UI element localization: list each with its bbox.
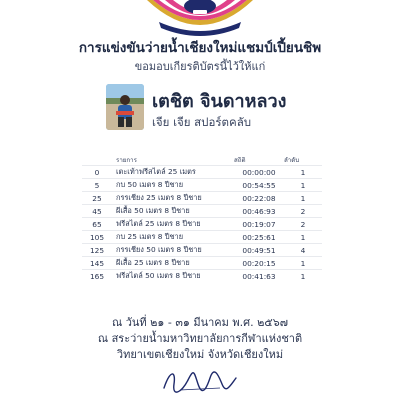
row-event: กรรเชียง 25 เมตร 8 ปีชาย xyxy=(112,192,234,205)
row-rank: 4 xyxy=(284,244,322,257)
row-time: 00:46:93 xyxy=(234,205,284,218)
date-line: ณ วันที่ ๒๑ - ๓๑ มีนาคม พ.ศ. ๒๕๖๗ xyxy=(112,316,288,329)
row-event: ฟรีสไตล์ 25 เมตร 8 ปีชาย xyxy=(112,218,234,231)
row-points: 0 xyxy=(82,166,112,179)
table-header-row xyxy=(82,154,322,166)
results-table xyxy=(82,154,322,282)
table-row xyxy=(82,257,322,270)
row-rank: 1 xyxy=(284,270,322,283)
campus-line: วิทยาเขตเชียงใหม่ จังหวัดเชียงใหม่ xyxy=(116,348,284,361)
header-points xyxy=(82,154,112,166)
row-event: ผีเสื้อ 50 เมตร 8 ปีชาย xyxy=(112,205,234,218)
row-rank: 1 xyxy=(284,192,322,205)
recipient-club: เจีย เจีย สปอร์ตคลับ xyxy=(152,115,252,129)
row-event: กบ 25 เมตร 8 ปีชาย xyxy=(112,231,234,244)
row-time: 00:00:00 xyxy=(234,166,284,179)
table-row xyxy=(82,166,322,179)
signature-underline xyxy=(155,396,245,400)
row-points: 25 xyxy=(82,192,112,205)
row-points: 65 xyxy=(82,218,112,231)
row-points: 125 xyxy=(82,244,112,257)
table-row xyxy=(82,218,322,231)
row-points: 45 xyxy=(82,205,112,218)
row-event: ผีเสื้อ 25 เมตร 8 ปีชาย xyxy=(112,257,234,270)
row-event: เตะเท้าฟรีสไตล์ 25 เมตร xyxy=(112,166,234,179)
row-rank: 2 xyxy=(284,205,322,218)
certificate-title: การแข่งขันว่ายน้ำเชียงใหม่แชมป์เปี้ยนชิพ xyxy=(78,40,322,56)
table-row xyxy=(82,205,322,218)
header-event: รายการ xyxy=(116,156,137,164)
table-row xyxy=(82,179,322,192)
row-time: 00:54:55 xyxy=(234,179,284,192)
row-rank: 2 xyxy=(284,218,322,231)
association-logo xyxy=(143,0,257,36)
row-points: 5 xyxy=(82,179,112,192)
row-time: 00:41:63 xyxy=(234,270,284,283)
row-points: 165 xyxy=(82,270,112,283)
recipient-name: เตชิต จินดาหลวง xyxy=(152,91,287,112)
header-time: สถิติ xyxy=(234,156,246,164)
table-row xyxy=(82,192,322,205)
row-rank: 1 xyxy=(284,257,322,270)
row-rank: 1 xyxy=(284,166,322,179)
certificate-subtitle: ขอมอบเกียรติบัตรนี้ไว้ให้แก่ xyxy=(134,60,266,73)
row-time: 00:19:07 xyxy=(234,218,284,231)
row-time: 00:22:08 xyxy=(234,192,284,205)
recipient-photo xyxy=(106,84,144,130)
row-points: 105 xyxy=(82,231,112,244)
signature-icon xyxy=(160,366,240,396)
emblem-icon xyxy=(143,0,257,36)
header-rank: ลำดับ xyxy=(284,156,300,164)
row-points: 145 xyxy=(82,257,112,270)
row-time: 00:49:51 xyxy=(234,244,284,257)
row-event: กบ 50 เมตร 8 ปีชาย xyxy=(112,179,234,192)
row-rank: 1 xyxy=(284,179,322,192)
row-event: ฟรีสไตล์ 50 เมตร 8 ปีชาย xyxy=(112,270,234,283)
row-rank: 1 xyxy=(284,231,322,244)
table-row xyxy=(82,231,322,244)
row-time: 00:25:61 xyxy=(234,231,284,244)
row-event: กรรเชียง 50 เมตร 8 ปีชาย xyxy=(112,244,234,257)
venue-line: ณ สระว่ายน้ำมหาวิทยาลัยการกีฬาแห่งชาติ xyxy=(97,332,303,345)
row-time: 00:20:15 xyxy=(234,257,284,270)
table-row xyxy=(82,244,322,257)
table-row xyxy=(82,270,322,283)
